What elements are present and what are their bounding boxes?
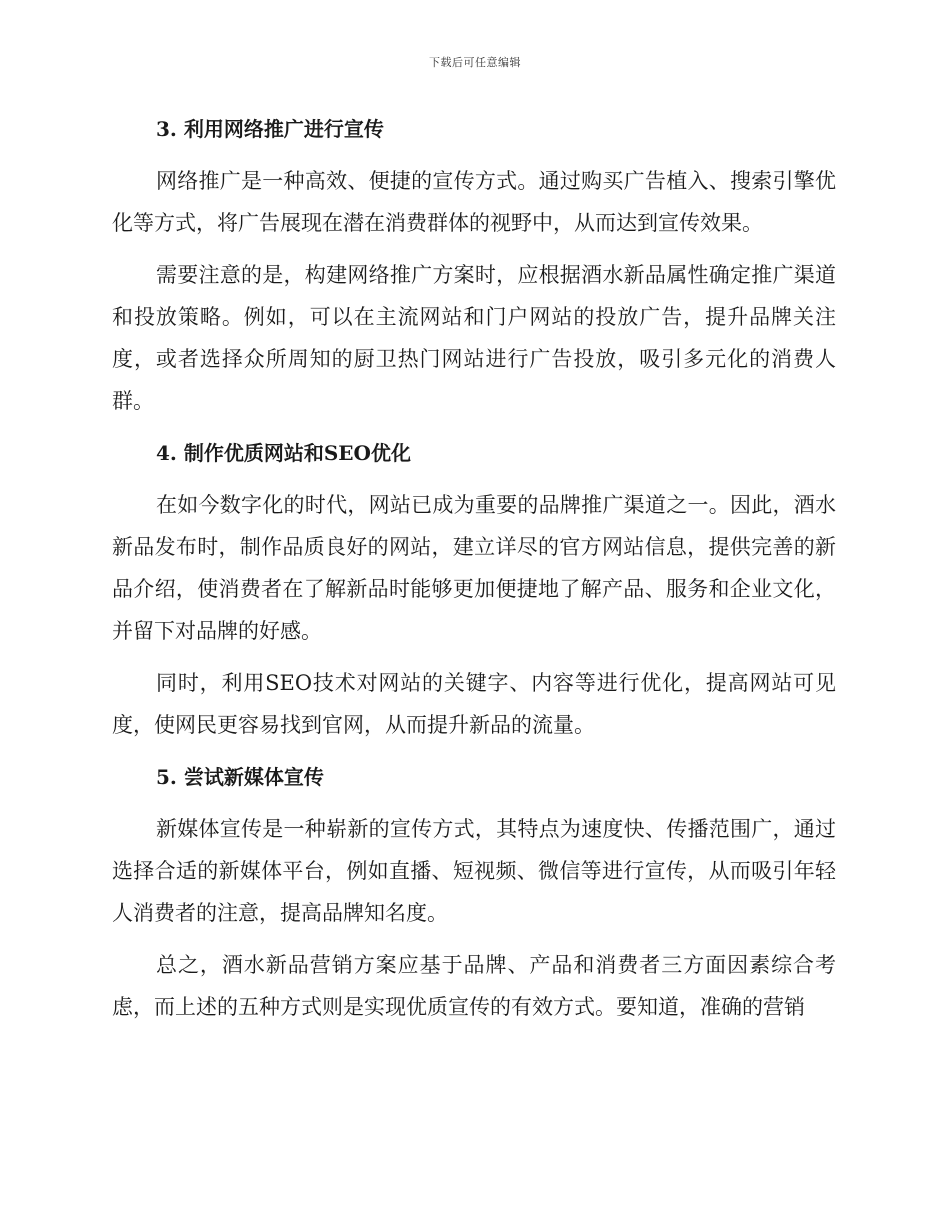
paragraph: 需要注意的是，构建网络推广方案时，应根据酒水新品属性确定推广渠道和投放策略。例如，可以在主流网站和门户网站的投放广告，提升品牌关注度，或者选择众所周知的厨卫热门网站进行广告投放，吸引多元化的消费人群。 xyxy=(112,263,836,413)
paragraph: 网络推广是一种高效、便捷的宣传方式。通过购买广告植入、搜索引擎优化等方式，将广告展现在潜在消费群体的视野中，从而达到宣传效果。 xyxy=(112,169,836,235)
section-heading: 4. 制作优质网站和SEO优化 xyxy=(156,441,411,465)
page-header: 下载后可任意编辑 xyxy=(429,56,521,69)
paragraph: 总之，酒水新品营销方案应基于品牌、产品和消费者三方面因素综合考虑，而上述的五种方式则是实现优质宣传的有效方式。要知道，准确的营销 xyxy=(112,953,836,1019)
paragraph: 同时，利用SEO技术对网站的关键字、内容等进行优化，提高网站可见度，使网民更容易找到官网，从而提升新品的流量。 xyxy=(112,671,836,737)
paragraph: 新媒体宣传是一种崭新的宣传方式，其特点为速度快、传播范围广，通过选择合适的新媒体平台，例如直播、短视频、微信等进行宣传，从而吸引年轻人消费者的注意，提高品牌知名度。 xyxy=(112,817,836,925)
paragraph: 在如今数字化的时代，网站已成为重要的品牌推广渠道之一。因此，酒水新品发布时，制作品质良好的网站，建立详尽的官方网站信息，提供完善的新品介绍，使消费者在了解新品时能够更加便捷地了解产品、服务和企业文化，并留下对品牌的好感。 xyxy=(112,493,836,643)
section-heading: 5. 尝试新媒体宣传 xyxy=(156,765,324,789)
document-body xyxy=(112,108,836,1038)
section-heading: 3. 利用网络推广进行宣传 xyxy=(156,117,384,141)
